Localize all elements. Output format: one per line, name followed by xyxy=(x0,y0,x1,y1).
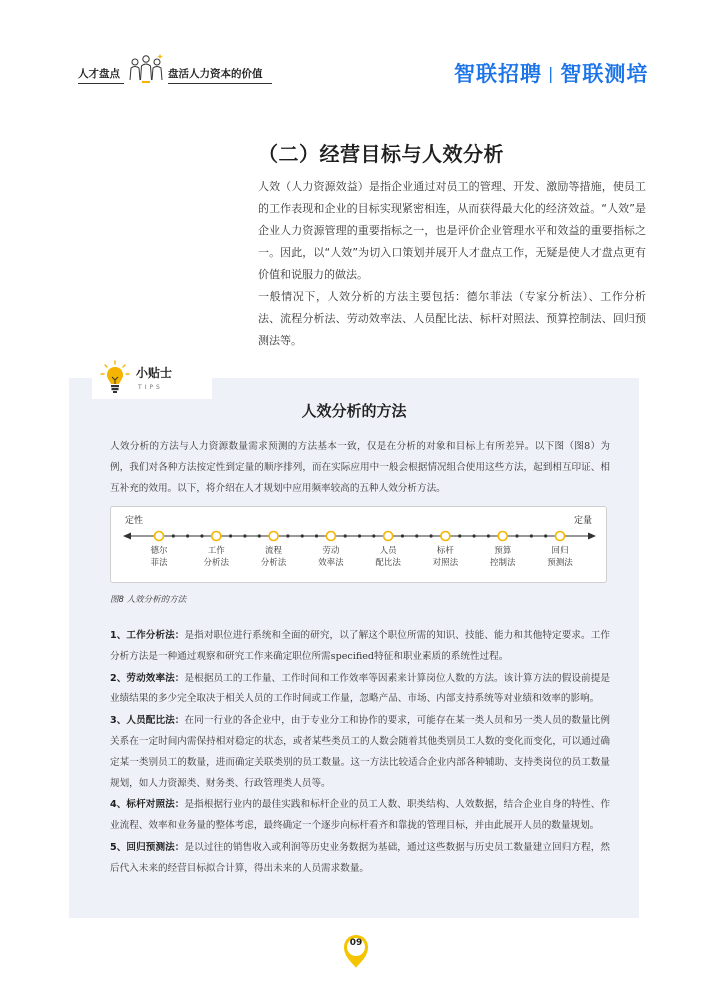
brand-separator: | xyxy=(548,64,555,83)
method-item xyxy=(110,711,610,794)
connector-dot xyxy=(172,534,175,537)
method-node xyxy=(155,532,164,541)
method-label: 工作 分析法 xyxy=(203,546,230,568)
method-term: 3、人员配比法： xyxy=(110,715,185,727)
connector-dot xyxy=(229,534,232,537)
method-text: 是根据员工的工作量、工作时间和工作效率等因素来计算岗位人数的方法。该计算方法的假设前提是业绩结果的多少完全取决于相关人员的工作时间或工作量，忽略产品、市场、内部支持系统等对业绩和效率的影响。 xyxy=(110,672,610,705)
brand-cepei: 智联测培 xyxy=(560,62,649,86)
diagram-axis xyxy=(111,507,608,547)
page-number: 09 xyxy=(349,938,363,948)
intro-paragraph-1: 人效（人力资源效益）是指企业通过对员工的管理、开发、激励等措施，使员工的工作表现和企业的目标实现紧密相连，从而获得最大化的经济效益。“人效”是企业人力资源管理的重要指标之一，也是评价企业管理水平和效益的重要指标之一。因此，以“人效”为切入口策划并展开人才盘点工作，无疑是使人才盘点更有价值和说服力的做法。 xyxy=(258,180,646,281)
arrow-right-icon xyxy=(588,533,596,540)
section-intro xyxy=(258,176,646,352)
method-node xyxy=(556,532,565,541)
connector-dot xyxy=(344,534,347,537)
connector-dot xyxy=(315,534,318,537)
connector-dot xyxy=(544,534,547,537)
brand-logo xyxy=(454,58,648,88)
lightbulb-icon xyxy=(100,360,130,396)
method-text: 是指对职位进行系统和全面的研究，以了解这个职位所需的知识、技能、能力和其他特定要求。工作分析方法是一种通过观察和研究工作来确定职位所需specified特征和职业素质的系统性过程。 xyxy=(110,630,610,662)
tips-label: 小贴士 xyxy=(136,366,173,380)
connector-dot xyxy=(515,534,518,537)
method-label: 标杆 对照法 xyxy=(432,546,459,568)
methods-diagram xyxy=(110,506,607,583)
method-text: 是以过往的销售收入或利润等历史业务数据为基础，通过这些数据与历史员工数量建立回归方程，然后代入未来的经营目标拟合计算，得出未来的人员需求数量。 xyxy=(110,841,610,874)
diagram-label-quantitative: 定量 xyxy=(573,516,592,526)
connector-dot xyxy=(530,534,533,537)
connector-dot xyxy=(286,534,289,537)
connector-dot xyxy=(243,534,246,537)
method-term: 4、标杆对照法： xyxy=(110,799,185,811)
method-term: 2、劳动效率法： xyxy=(110,672,185,684)
tips-sub-label: TIPS xyxy=(138,384,163,391)
method-label: 劳动 效率法 xyxy=(318,546,344,568)
connector-dot xyxy=(186,534,189,537)
method-text: 是指根据行业内的最佳实践和标杆企业的员工人数、职类结构、人效数据，结合企业自身的特性、作业流程、效率和业务量的整体考虑，最终确定一个逐步向标杆看齐和靠拢的管理目标，并由此展开人员的数量规划。 xyxy=(110,799,610,832)
connector-dot xyxy=(487,534,490,537)
connector-dot xyxy=(415,534,418,537)
tips-title: 人效分析的方法 xyxy=(301,402,407,420)
method-node xyxy=(441,532,450,541)
page-number-badge xyxy=(340,930,372,970)
header-underline-1 xyxy=(78,83,124,84)
connector-dot xyxy=(472,534,475,537)
header-label-human-capital: 盘活人力资本的价值 xyxy=(168,68,263,80)
connector-dot xyxy=(372,534,375,537)
method-label: 人员 配比法 xyxy=(375,546,401,568)
connector-dot xyxy=(458,534,461,537)
method-node xyxy=(384,532,393,541)
header-label-talent-review: 人才盘点 xyxy=(78,68,120,80)
method-label: 预算 控制法 xyxy=(489,546,516,568)
method-node xyxy=(212,532,221,541)
method-label: 回归 预测法 xyxy=(547,546,573,568)
connector-dot xyxy=(401,534,404,537)
intro-paragraph-2: 一般情况下，人效分析的方法主要包括：德尔菲法（专家分析法）、工作分析法、流程分析法、劳动效率法、人员配比法、标杆对照法、预算控制法、回归预测法等。 xyxy=(258,290,646,347)
method-label: 流程 分析法 xyxy=(260,546,287,568)
method-node xyxy=(269,532,278,541)
header-left xyxy=(78,52,278,92)
method-item xyxy=(110,838,610,880)
section-title: （二）经营目标与人效分析 xyxy=(258,142,504,166)
connector-dot xyxy=(358,534,361,537)
method-item xyxy=(110,795,610,837)
connector-dot xyxy=(301,534,304,537)
tips-intro: 人效分析的方法与人力资源数量需求预测的方法基本一致，仅是在分析的对象和目标上有所差异。以下图（图8）为例，我们对各种方法按定性到定量的顺序排列，而在实际应用中一般会根据情况组合使用这些方法，起到相互印证、相互补充的效用。以下，将介绍在人才规划中应用频率较高的五种人效分析方法。 xyxy=(110,441,610,494)
diagram-label-qualitative: 定性 xyxy=(125,516,144,526)
method-item xyxy=(110,626,610,668)
method-text: 在同一行业的各企业中，由于专业分工和协作的要求，可能存在某一类人员和另一类人员的数量比例关系在一定时间内需保持相对稳定的状态，或者某些类员工的人数会随着其他类别员工人数的变化而变化，可以通过确定某一类别员工的数量，进而确定关联类别的员工数量。这一方法比较适合企业内部各种辅助、支持类岗位的员工数量规划，如人力资源类、财务类、行政管理类人员等。 xyxy=(110,715,610,789)
connector-dot xyxy=(258,534,261,537)
brand-zhaopin: 智联招聘 xyxy=(454,62,542,86)
arrow-left-icon xyxy=(123,533,131,540)
method-item xyxy=(110,669,610,711)
methods-list xyxy=(110,626,610,881)
method-label: 德尔 菲法 xyxy=(150,546,168,568)
method-node xyxy=(326,532,335,541)
method-term: 5、回归预测法： xyxy=(110,841,185,853)
method-node xyxy=(498,532,507,541)
connector-dot xyxy=(200,534,203,537)
method-term: 1、工作分析法： xyxy=(110,630,185,641)
people-icon xyxy=(127,52,165,86)
figure-caption: 图8 人效分析的方法 xyxy=(110,595,187,605)
diagram-methods xyxy=(111,545,608,579)
connector-dot xyxy=(430,534,433,537)
header-underline-2 xyxy=(168,83,272,84)
